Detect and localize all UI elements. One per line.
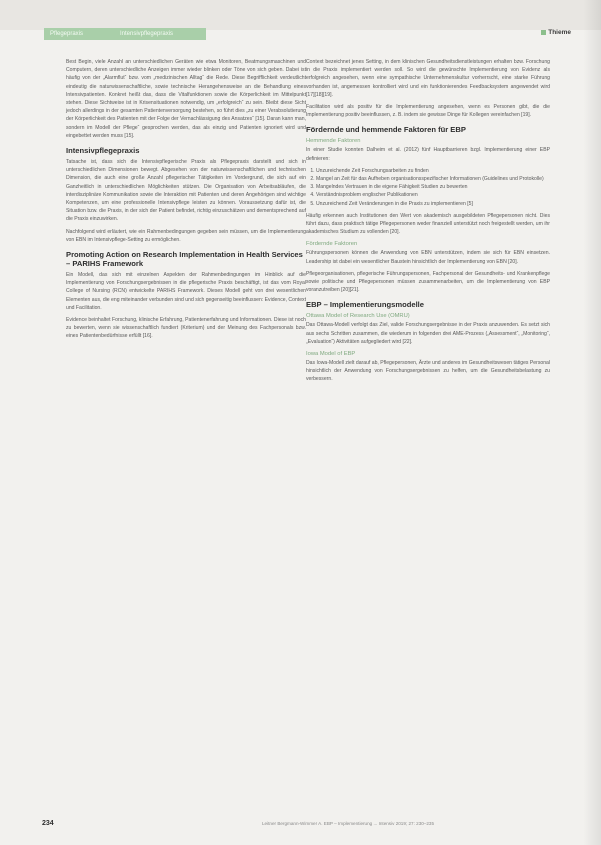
paragraph: Best Begin, viele Anzahl an unterschiedlichen Geräten wie etwa Monitoren, Beatmungsmaschinen und Computern, deren unterschiedliche Anzeigen immer wieder blinken oder Töne von sich geben. Dabei ist häufig von der „Alarmflut“ bzw. vom „medizinischen Alltag“ die Rede. Diese Begrifflichkeit verdeutlicht eindeutig die naturwissenschaftliche, sowie technische Herangehensweise an die Behandlung eines Intensivpatienten. Konkret heißt das, dass die Vitalfunktionen sowie die Körperlichkeit im Mittelpunkt stehen. Diese Sichtweise ist in Krisensituationen notwendig, um „erfolgreich“ zu sein. Bleibt diese Sicht jedoch allerdings in der gesamten Patientenversorgung bestehen, so führt dies „zu einer Verabsolutierung der Körperlichkeit des Patienten mit der Folge der Vernachlässigung des Ansatzes“ [15]. Daran kann man, sondern im Modell der Pflege“ gesprochen werden, das als einzig und Patienten ignoriert wird und eingebettet werden muss [15]. [66,59,306,139]
paragraph: Führungspersonen können die Anwendung von EBN unterstützen, indem sie sich für EBN einsetzen. Leadership ist dabei ein wesentlicher Baustein hinsichtlich der Implementierung von EBN [20]. [306,250,550,265]
scan-edge-shadow [583,0,601,845]
section-heading-modelle: EBP – Implementierungsmodelle [306,300,425,310]
section-heading-intensiv: Intensivpflegepraxis [66,146,140,156]
paragraph: Das Ottawa-Modell verfolgt das Ziel, valide Forschungsergebnisse in der Praxis anzuwenden. Es setzt sich aus sechs Schritten zusammen, die wiederum in folgenden drei AME-Prozess („Assessment“, „Monitoring“, „Evaluation“) Aktivitäten aufgegliedert wird [22]. [306,322,550,345]
paragraph: Context bezeichnet jenes Setting, in dem klinischen Gesundheitsdienstleistungen erhalten bzw. Forschung in die Praxis implementiert werden soll. So wird die gewünschte Implementierung von Evidenz als erfolgreich angesehen, wenn eine sympathische Unternehmenskultur vorherrscht, eine starke Führung vorhanden ist, angemessen kontrolliert wird und ein funktionierendes Feedbacksystem angewendet wird [17][18][19]. [306,59,550,98]
left-column [66,58,306,345]
list-item: 1. Unzureichende Zeit Forschungsarbeiten zu finden [316,167,550,175]
brand-square-icon [541,30,546,35]
paragraph: Ein Modell, das sich mit einzelnen Aspekten der Rahmenbedingungen im Hinblick auf die Implementierung von Forschungsergebnissen in die pflegerische Praxis beschäftigt, ist das vom Royal College of Nursing (RCN) entwickelte PARIHS Framework. Dieses Modell geht von drei wesentlichen Elementen aus, die eng miteinander verbunden sind und sich gegenseitig beeinflussen: Evidence, Context und Facilitation. [66,272,306,311]
list-item: 4. Verständnisproblem englischer Publikationen [316,191,550,199]
page-number: 234 [42,820,54,827]
barrier-list [306,167,550,208]
journal-name: Thieme [548,29,571,36]
section-label-secondary: Intensivpflegepraxis [120,31,174,37]
section-heading-faktoren: Fördernde und hemmende Faktoren für EBP [306,125,466,135]
right-column [306,58,550,388]
journal-brand [541,29,571,36]
list-item: 5. Unzureichend Zeit Veränderungen in die Praxis zu implementieren [5] [316,200,550,208]
paragraph: In einer Studie konnten Dalheim et al. (2012) fünf Hauptbarrieren bzgl. Implementierung einer EBP definieren: [306,147,550,162]
subheading-iowa: Iowa Model of EBP [306,351,356,358]
section-heading-parihs: Promoting Action on Research Implementation in Health Services – PARIHS Framework [66,250,303,269]
paragraph: Tatsache ist, dass sich die Intensivpflegerische Praxis als Pflegepraxis darstellt und sich in unterschiedlichen Dimensionen bewegt. Abgesehen von der naturwissenschaftlichen und technischen Dimension, die auch eine große Anzahl pflegerischer Tätigkeiten im Vordergrund, die sich auf ein Ganzheitlich in unterschiedlichen Möglichkeiten stützen. Die Organisation von Arbeitsabläufen, die interdisziplinäre Kommunikation sowie die Interaktion mit Patienten und deren Angehörigen sind wichtige Kompetenzen, um eine professionelle Intensivpflege leisten zu können. Voraussetzung dafür ist, die Situation bzw. die Praxis, in der sich der Patient befindet, richtig einzuschätzen und dementsprechend auf die Praxis einzuwirken. [66,159,306,223]
subheading-hemmende: Hemmende Faktoren [306,138,361,145]
paragraph: Nachfolgend wird erläutert, wie ein Rahmenbedingungen gegeben sein müssen, um die Implementierung von EBN im Intensivpflege-Setting zu ermöglichen. [66,228,306,243]
subheading-foerdernde: Fördernde Faktoren [306,241,358,248]
paragraph: Pflegeorganisationen, pflegerische Führungspersonen, Fachpersonal der Gesundheits- und Krankenpflege sowie politische und Pflegepersonen müssen zusammenarbeiten, um die Implementierung von EBP voranzutreiben [20][21]. [306,270,550,294]
paragraph: Evidence beinhaltet Forschung, klinische Erfahrung, Patientenerfahrung und Informationen. Diese ist noch zu bewerten, wenn sie wissenschaftlich fundiert (Kriterium) und der Meinung des Fachpersonals bzw. eines Patientenbedürfnisse erfüllt [16]. [66,317,306,340]
subheading-ottawa: Ottawa Model of Research Use (OMRU) [306,313,410,320]
paragraph: Das Iowa-Modell zielt darauf ab, Pflegepersonen, Ärzte und anderes im Gesundheitswesen tätiges Personal hinsichtlich der Anwendung von Forschungsergebnissen zu helfen, um die Gesundheitsbelastung zu verbessern. [306,360,550,383]
page-top-margin [0,0,601,30]
section-label: Pflegepraxis [50,31,84,37]
list-item: 2. Mangel an Zeit für das Aufheben organisationsspezifischer Informationen (Guidelines und Protokolle) [316,175,550,183]
section-header-tab [44,28,206,40]
footer-citation: Leitner Bergmann-Wimmer A. EBP – Implementierung ... Intensiv 2019; 27: 230–235 [262,821,435,826]
list-item: 3. Mangelndes Vertrauen in die eigene Fähigkeit Studien zu bewerten [316,183,550,191]
paragraph: Häufig erkennen auch Institutionen den Wert von akademisch ausgebildeten Pflegepersonen nicht. Dies führt dazu, dass praktisch tätige Pflegepersonen weder finanziell unterstützt noch freigestellt werden, um ihr akademisches Studium zu vollenden [20]. [306,212,550,236]
paragraph: Facilitation wird als positiv für die Implementierung angesehen, wenn es Personen gibt, die die Implementierung positiv beeinflussen, z. B. indem sie gewisse Dinge für Kollegen vereinfachen [19]. [306,104,550,119]
